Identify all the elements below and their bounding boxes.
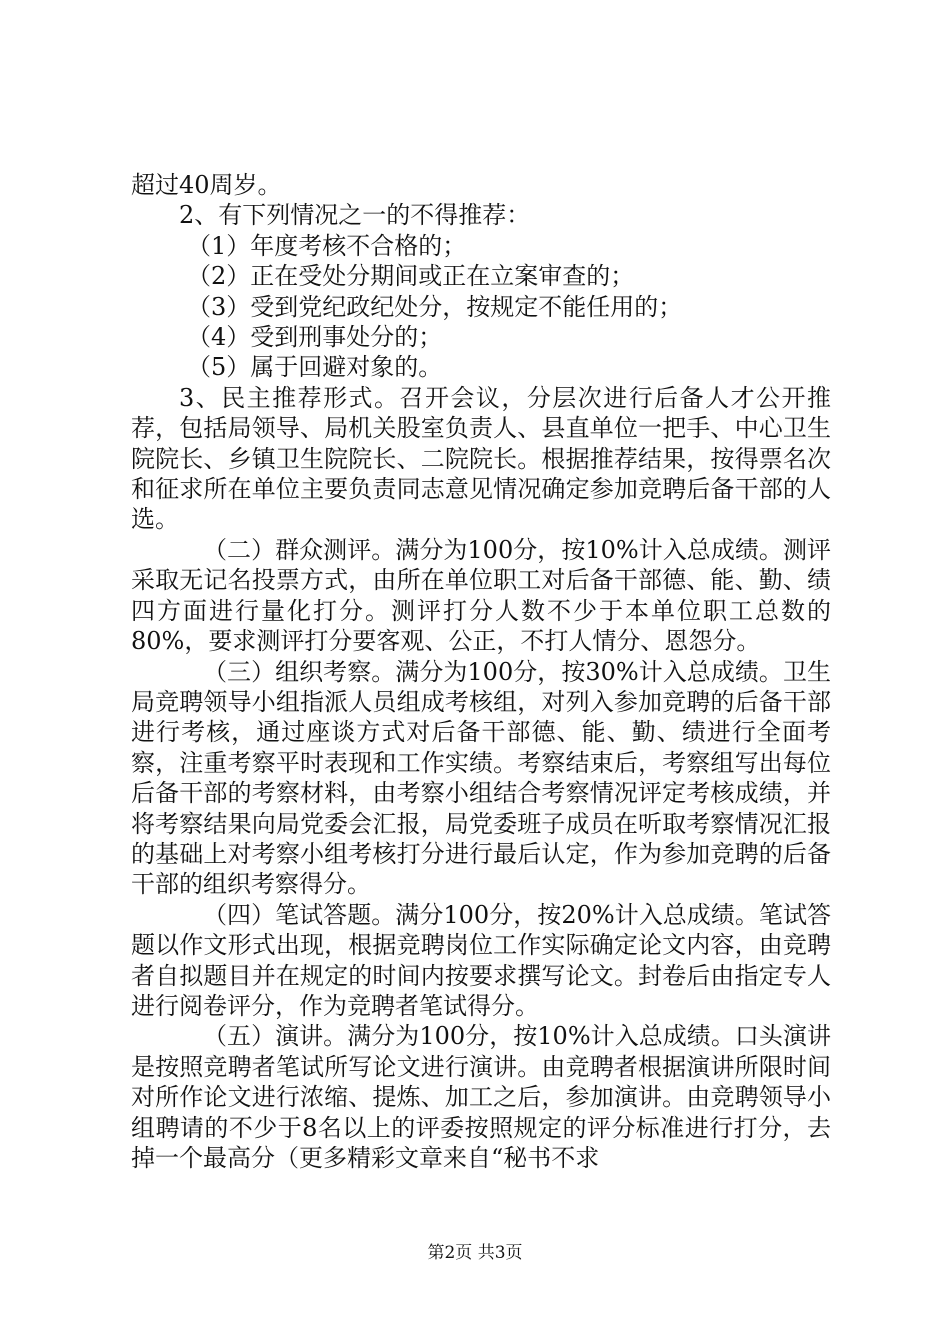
paragraph-age-limit: 超过40周岁。	[131, 171, 282, 199]
list-item-exclusion-5: （5）属于回避对象的。	[187, 353, 443, 382]
paragraph-exclusion-heading: 2、有下列情况之一的不得推荐：	[179, 201, 531, 230]
paragraph-recommendation-form: 3、民主推荐形式。召开会议，分层次进行后备人才公开推荐，包括局领导、局机关股室负责人、县直单位一把手、中心卫生院院长、乡镇卫生院院长、二院院长。根据推荐结果，按得票名次和征求所在单位主要负责同志意见情况确定参加竞聘后备干部的人选。	[131, 383, 831, 534]
paragraph-speech: （五）演讲。满分为100分，按10%计入总成绩。口头演讲是按照竞聘者笔试所写论文进行演讲。由竞聘者根据演讲所限时间对所作论文进行浓缩、提炼、加工之后，参加演讲。由竞聘领导小组聘请的不少于8名以上的评委按照规定的评分标准进行打分，去掉一个最高分（更多精彩文章来自“秘书不求	[131, 1022, 831, 1172]
list-item-exclusion-3: （3）受到党纪政纪处分，按规定不能任用的；	[187, 292, 683, 321]
list-item-exclusion-1: （1）年度考核不合格的；	[187, 231, 467, 260]
list-item-exclusion-4: （4）受到刑事处分的；	[187, 323, 443, 352]
paragraph-mass-evaluation: （二）群众测评。满分为100分，按10%计入总成绩。测评采取无记名投票方式，由所在单位职工对后备干部德、能、勤、绩四方面进行量化打分。测评打分人数不少于本单位职工总数的80%，要求测评打分要客观、公正，不打人情分、恩怨分。	[131, 535, 831, 656]
document-body	[131, 170, 831, 1173]
page-number-footer: 第2页 共3页	[427, 1243, 523, 1263]
list-item-exclusion-2: （2）正在受处分期间或正在立案审查的；	[187, 262, 635, 291]
paragraph-written-test: （四）笔试答题。满分100分，按20%计入总成绩。笔试答题以作文形式出现，根据竞聘岗位工作实际确定论文内容，由竞聘者自拟题目并在规定的时间内按要求撰写论文。封卷后由指定专人进行阅卷评分，作为竞聘者笔试得分。	[131, 900, 831, 1020]
paragraph-organizational-inspection: （三）组织考察。满分为100分，按30%计入总成绩。卫生局竞聘领导小组指派人员组成考核组，对列入参加竞聘的后备干部进行考核，通过座谈方式对后备干部德、能、勤、绩进行全面考察，注重考察平时表现和工作实绩。考察结束后，考察组写出每位后备干部的考察材料，由考察小组结合考察情况评定考核成绩，并将考察结果向局党委会汇报，局党委班子成员在听取考察情况汇报的基础上对考察小组考核打分进行最后认定，作为参加竞聘的后备干部的组织考察得分。	[131, 657, 831, 899]
